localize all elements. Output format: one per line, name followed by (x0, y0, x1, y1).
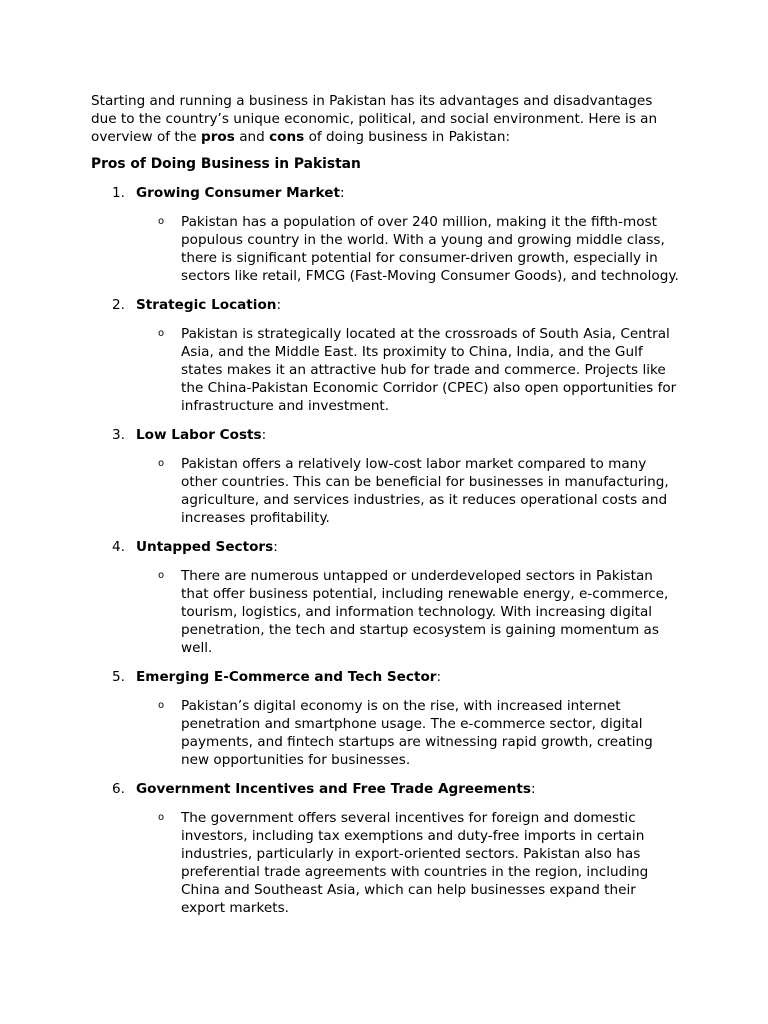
list-item-heading (91, 780, 678, 798)
bullet-icon: o (158, 328, 165, 339)
intro-text-1: Starting and running a business in Pakistan has its advantages and disadvantages due to the country’s unique economic, political, and social environment. Here is an overview of the (91, 93, 658, 145)
list-item-title: Government Incentives and Free Trade Agreements (136, 781, 531, 797)
sub-bullet (91, 809, 681, 917)
list-item (91, 538, 678, 657)
list-item (91, 780, 678, 917)
list-item-colon: : (339, 185, 345, 201)
pros-list (91, 184, 678, 917)
sub-bullet (91, 697, 681, 769)
intro-and-word: and (234, 129, 270, 145)
list-item-colon: : (273, 539, 278, 555)
section-heading-pros: Pros of Doing Business in Pakistan (91, 156, 361, 172)
list-item (91, 296, 678, 415)
list-item-title: Untapped Sectors (136, 539, 274, 555)
list-item-title: Strategic Location (136, 297, 277, 313)
list-item-heading (91, 426, 678, 444)
list-item-heading (91, 184, 678, 202)
sub-bullet (91, 213, 681, 285)
list-item (91, 668, 678, 769)
list-item-number: 2. (112, 297, 125, 313)
list-item-title: Emerging E-Commerce and Tech Sector (136, 669, 437, 685)
list-item-number: 3. (112, 427, 125, 443)
sub-bullet-text: The government offers several incentives for foreign and domestic investors, including tax exemptions and duty-free imports in certain industries, particularly in export-oriented sectors. Pakistan also has preferential trade agreements with countries in the region, including China and Southeast Asia, which can help businesses expand their export markets. (181, 810, 649, 916)
list-item-number: 6. (112, 781, 125, 797)
list-item (91, 184, 678, 285)
list-item-heading (91, 296, 678, 314)
sub-bullet-text: Pakistan’s digital economy is on the rise, with increased internet penetration and smartphone usage. The e-commerce sector, digital payments, and fintech startups are witnessing rapid growth, creating new opportunities for businesses. (181, 698, 653, 768)
list-item-heading (91, 668, 678, 686)
list-item-title: Low Labor Costs (136, 427, 262, 443)
sub-bullet (91, 567, 681, 657)
intro-cons-word: cons (269, 129, 305, 145)
list-item-number: 5. (112, 669, 125, 685)
bullet-icon: o (158, 216, 165, 227)
list-item-colon: : (436, 669, 442, 685)
list-item-number: 4. (112, 539, 125, 555)
bullet-icon: o (158, 700, 165, 711)
intro-paragraph (91, 92, 681, 146)
list-item (91, 426, 678, 527)
list-item-number: 1. (112, 185, 125, 201)
list-item-colon: : (261, 427, 267, 443)
intro-text-2: of doing business in Pakistan: (304, 129, 511, 145)
bullet-icon: o (158, 812, 165, 823)
list-item-heading (91, 538, 678, 556)
sub-bullet (91, 455, 681, 527)
bullet-icon: o (158, 458, 165, 469)
bullet-icon: o (158, 570, 165, 581)
intro-pros-word: pros (201, 129, 235, 145)
sub-bullet-text: There are numerous untapped or underdeveloped sectors in Pakistan that offer business potential, including renewable energy, e-commerce, tourism, logistics, and information technology. With increasing digital penetration, the tech and startup ecosystem is gaining momentum as well. (181, 568, 669, 656)
list-item-title: Growing Consumer Market (136, 185, 340, 201)
sub-bullet (91, 325, 681, 415)
list-item-colon: : (276, 297, 282, 313)
list-item-colon: : (531, 781, 536, 797)
sub-bullet-text: Pakistan has a population of over 240 million, making it the fifth-most populous country in the world. With a young and growing middle class, there is significant potential for consumer-driven growth, especially in sectors like retail, FMCG (Fast-Moving Consumer Goods), and technology. (181, 214, 679, 284)
sub-bullet-text: Pakistan offers a relatively low-cost labor market compared to many other countries. This can be beneficial for businesses in manufacturing, agriculture, and services industries, as it reduces operational costs and increases profitability. (181, 456, 669, 526)
sub-bullet-text: Pakistan is strategically located at the crossroads of South Asia, Central Asia, and the Middle East. Its proximity to China, India, and the Gulf states makes it an attractive hub for trade and commerce. Projects like the China-Pakistan Economic Corridor (CPEC) also open opportunities for infrastructure and investment. (181, 326, 677, 414)
